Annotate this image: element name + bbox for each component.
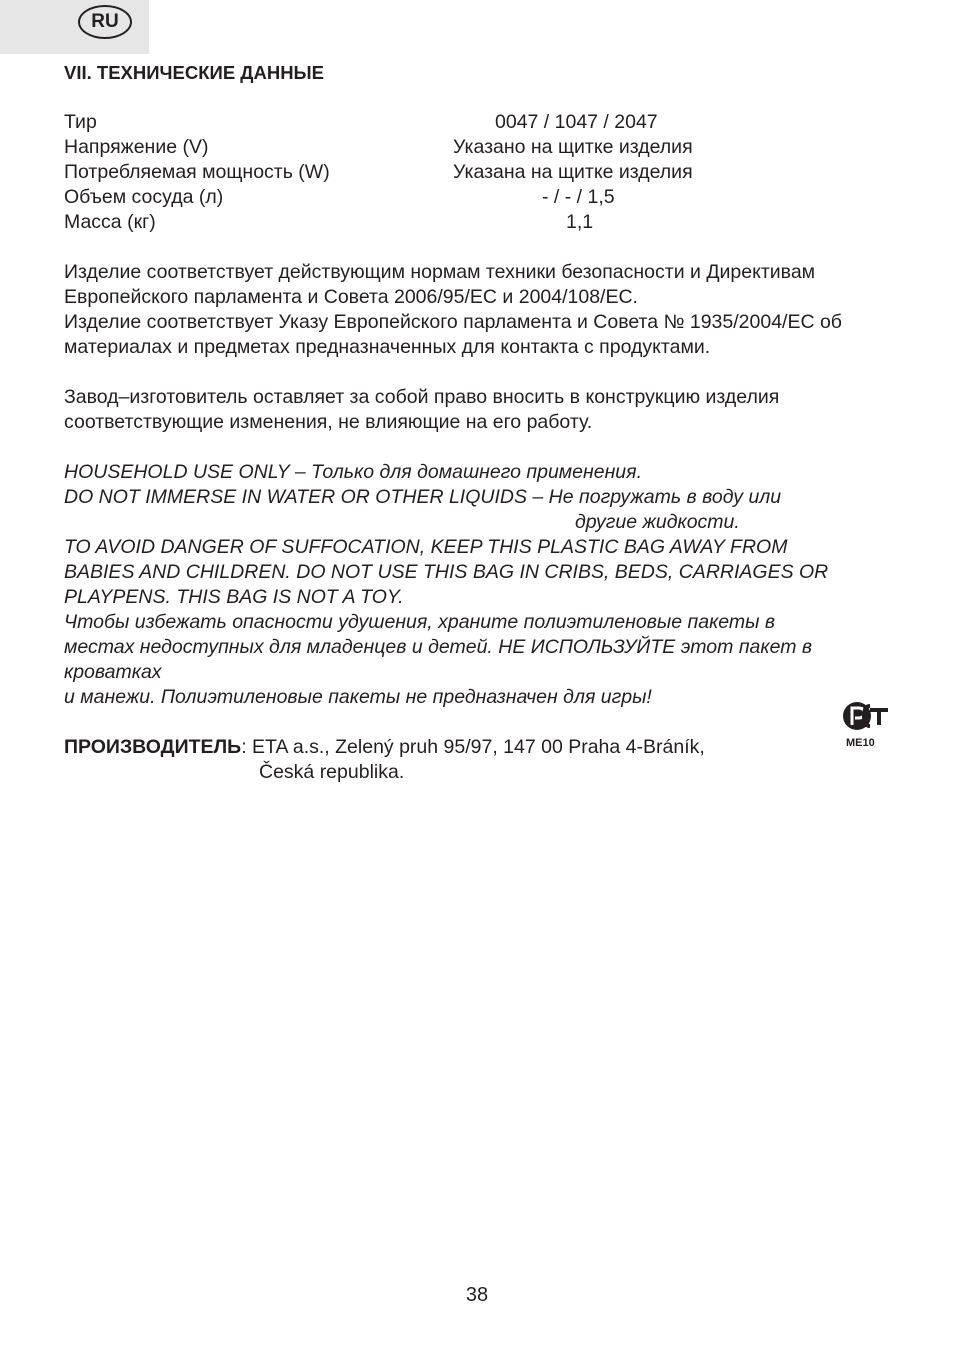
spec-value-volume: - / - / 1,5 xyxy=(542,186,615,208)
spec-label-type: Тир xyxy=(64,111,97,133)
certification-code: ME10 xyxy=(846,737,875,749)
spec-value-voltage: Указано на щитке изделия xyxy=(453,136,693,158)
warning-line: кроватках xyxy=(64,661,162,683)
warning-line: другие жидкости. xyxy=(575,511,740,533)
spec-value-type: 0047 / 1047 / 2047 xyxy=(495,111,658,133)
warning-line: PLAYPENS. THIS BAG IS NOT A TOY. xyxy=(64,586,404,608)
warning-line: и манежи. Полиэтиленовые пакеты не предназначен для игры! xyxy=(64,686,652,708)
producer-line xyxy=(64,735,705,760)
compliance-line: материалах и предметах предназначенных для контакта с продуктами. xyxy=(64,336,711,358)
compliance-line: Европейского парламента и Совета 2006/95/ЕС и 2004/108/ЕС. xyxy=(64,286,638,308)
spec-label-power: Потребляемая мощность (W) xyxy=(64,161,330,183)
warning-line: HOUSEHOLD USE ONLY – Только для домашнего применения. xyxy=(64,461,642,483)
producer-separator: : xyxy=(241,736,253,758)
page-number: 38 xyxy=(465,1284,489,1306)
manufacturer-note-line: Завод–изготовитель оставляет за собой право вносить в конструкцию изделия xyxy=(64,386,780,408)
compliance-line: Изделие соответствует Указу Европейского парламента и Совета № 1935/2004/ЕС об xyxy=(64,311,842,333)
warning-line: BABIES AND CHILDREN. DO NOT USE THIS BAG IN CRIBS, BEDS, CARRIAGES OR xyxy=(64,561,829,583)
warning-line: TO AVOID DANGER OF SUFFOCATION, KEEP THIS PLASTIC BAG AWAY FROM xyxy=(64,536,788,558)
spec-value-power: Указана на щитке изделия xyxy=(453,161,693,183)
certification-mark xyxy=(842,700,890,752)
language-badge: RU xyxy=(78,5,132,39)
compliance-line: Изделие соответствует действующим нормам техники безопасности и Директивам xyxy=(64,261,816,283)
producer-address-line1: ETA a.s., Zelený pruh 95/97, 147 00 Praha 4-Bráník, xyxy=(252,736,705,758)
manufacturer-note-line: соответствующие изменения, не влияющие на его работу. xyxy=(64,411,593,433)
spec-label-mass: Масса (кг) xyxy=(64,211,156,233)
section-title: VII. ТЕХНИЧЕСКИЕ ДАННЫЕ xyxy=(64,62,325,83)
spec-label-voltage: Напряжение (V) xyxy=(64,136,209,158)
gost-r-mark-icon xyxy=(842,700,890,752)
spec-value-mass: 1,1 xyxy=(566,211,594,233)
warning-line: DO NOT IMMERSE IN WATER OR OTHER LIQUIDS – Не погружать в воду или xyxy=(64,486,782,508)
warning-line: местах недоступных для младенцев и детей. НЕ ИСПОЛЬЗУЙТЕ этот пакет в xyxy=(64,636,813,658)
warning-line: Чтобы избежать опасности удушения, храните полиэтиленовые пакеты в xyxy=(64,611,776,633)
language-tab xyxy=(0,0,149,54)
producer-address-line2: Česká republika. xyxy=(259,761,405,783)
spec-label-volume: Объем сосуда (л) xyxy=(64,186,224,208)
producer-label: ПРОИЗВОДИТЕЛЬ xyxy=(64,736,242,758)
